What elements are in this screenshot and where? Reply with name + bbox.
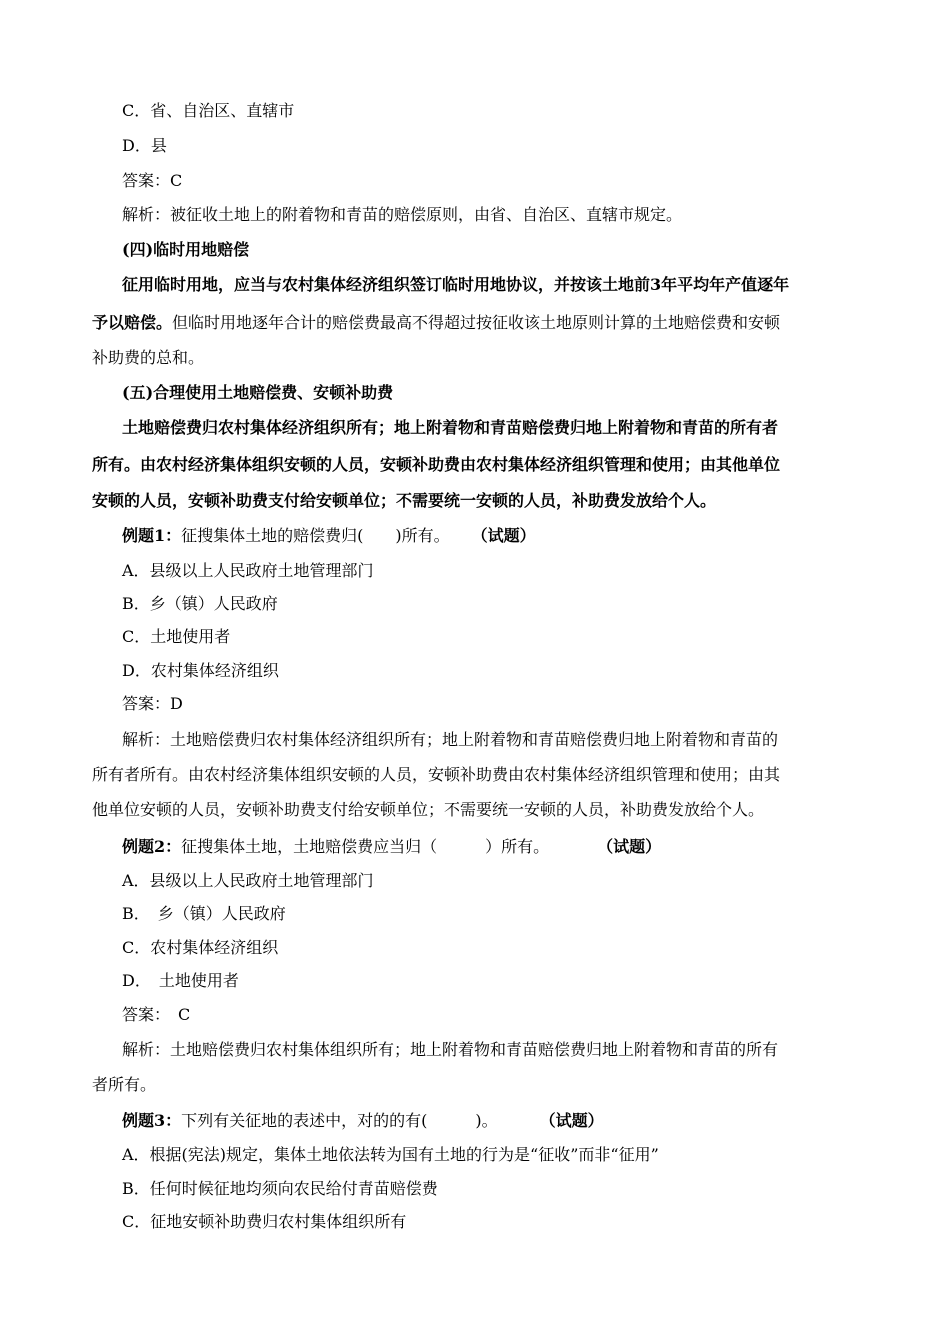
body-text-bold: 安顿的人员，安顿补助费支付给安顿单位；不需要统一安顿的人员，补助费发放给个人。 (92, 491, 717, 510)
explanation: 解析：土地赔偿费归农村集体组织所有；地上附着物和青苗赔偿费归地上附着物和青苗的所有 (122, 1040, 779, 1059)
body-text-bold: 予以赔偿。 (92, 313, 173, 332)
option-a: A．根据(宪法)规定，集体土地依法转为国有土地的行为是“征收”而非“征用” (122, 1145, 659, 1164)
question-text: 征搜集体土地的赔偿费归( )所有。 (181, 526, 450, 545)
explanation: 解析：土地赔偿费归农村集体经济组织所有；地上附着物和青苗赔偿费归地上附着物和青苗的 (122, 730, 779, 749)
body-text-bold: 所有。由农村经济集体组织安顿的人员，安顿补助费由农村集体经济组织管理和使用；由其他单位 (92, 455, 781, 474)
body-text: 补助费的总和。 (92, 348, 205, 367)
body-text-bold: 征用临时用地，应当与农村集体经济组织签订临时用地协议，并按该土地前3年平均年产值逐年 (122, 275, 790, 294)
section-heading-5: (五)合理使用土地赔偿费、安顿补助费 (122, 383, 394, 402)
option-a: A．县级以上人民政府土地管理部门 (122, 561, 374, 580)
explanation: 所有者所有。由农村经济集体组织安顿的人员，安顿补助费由农村集体经济组织管理和使用；由其 (92, 765, 781, 784)
example-3-question (122, 1111, 604, 1131)
example-label: 例题1： (122, 526, 182, 545)
option-d: D．农村集体经济组织 (122, 661, 279, 680)
example-2-question (122, 837, 661, 857)
example-label: 例题3： (122, 1111, 182, 1130)
explanation: 者所有。 (92, 1075, 157, 1094)
option-a: A．县级以上人民政府土地管理部门 (122, 871, 374, 890)
example-1-question (122, 526, 536, 546)
option-c: C．农村集体经济组织 (122, 938, 279, 957)
exam-tag: （试题） (547, 1111, 604, 1130)
body-text-line (92, 313, 780, 333)
explanation: 他单位安顿的人员，安顿补助费支付给安顿单位；不需要统一安顿的人员，补助费发放给个人。 (92, 800, 765, 819)
section-heading-4: (四)临时用地赔偿 (122, 240, 250, 259)
option-b: B． 乡（镇）人民政府 (122, 904, 286, 923)
option-b: B．乡（镇）人民政府 (122, 594, 278, 613)
question-text: 征搜集体土地，土地赔偿费应当归（ ）所有。 (181, 837, 550, 856)
option-d: D．县 (122, 136, 167, 155)
explanation: 解析：被征收土地上的附着物和青苗的赔偿原则，由省、自治区、直辖市规定。 (122, 205, 683, 224)
option-b: B．任何时候征地均须向农民给付青苗赔偿费 (122, 1179, 438, 1198)
example-label: 例题2： (122, 837, 182, 856)
option-d: D． 土地使用者 (122, 971, 239, 990)
exam-tag: （试题） (605, 837, 662, 856)
answer: 答案：D (122, 694, 183, 713)
body-text-bold: 土地赔偿费归农村集体经济组织所有；地上附着物和青苗赔偿费归地上附着物和青苗的所有者 (122, 418, 779, 437)
option-c: C．土地使用者 (122, 627, 231, 646)
exam-tag: （试题） (479, 526, 536, 545)
option-c: C．省、自治区、直辖市 (122, 101, 295, 120)
option-c: C．征地安顿补助费归农村集体组织所有 (122, 1212, 407, 1231)
question-text: 下列有关征地的表述中，对的的有( )。 (181, 1111, 498, 1130)
answer: 答案：C (122, 171, 183, 190)
body-text: 但临时用地逐年合计的赔偿费最高不得超过按征收该土地原则计算的土地赔偿费和安顿 (172, 313, 781, 332)
answer: 答案： C (122, 1005, 191, 1024)
